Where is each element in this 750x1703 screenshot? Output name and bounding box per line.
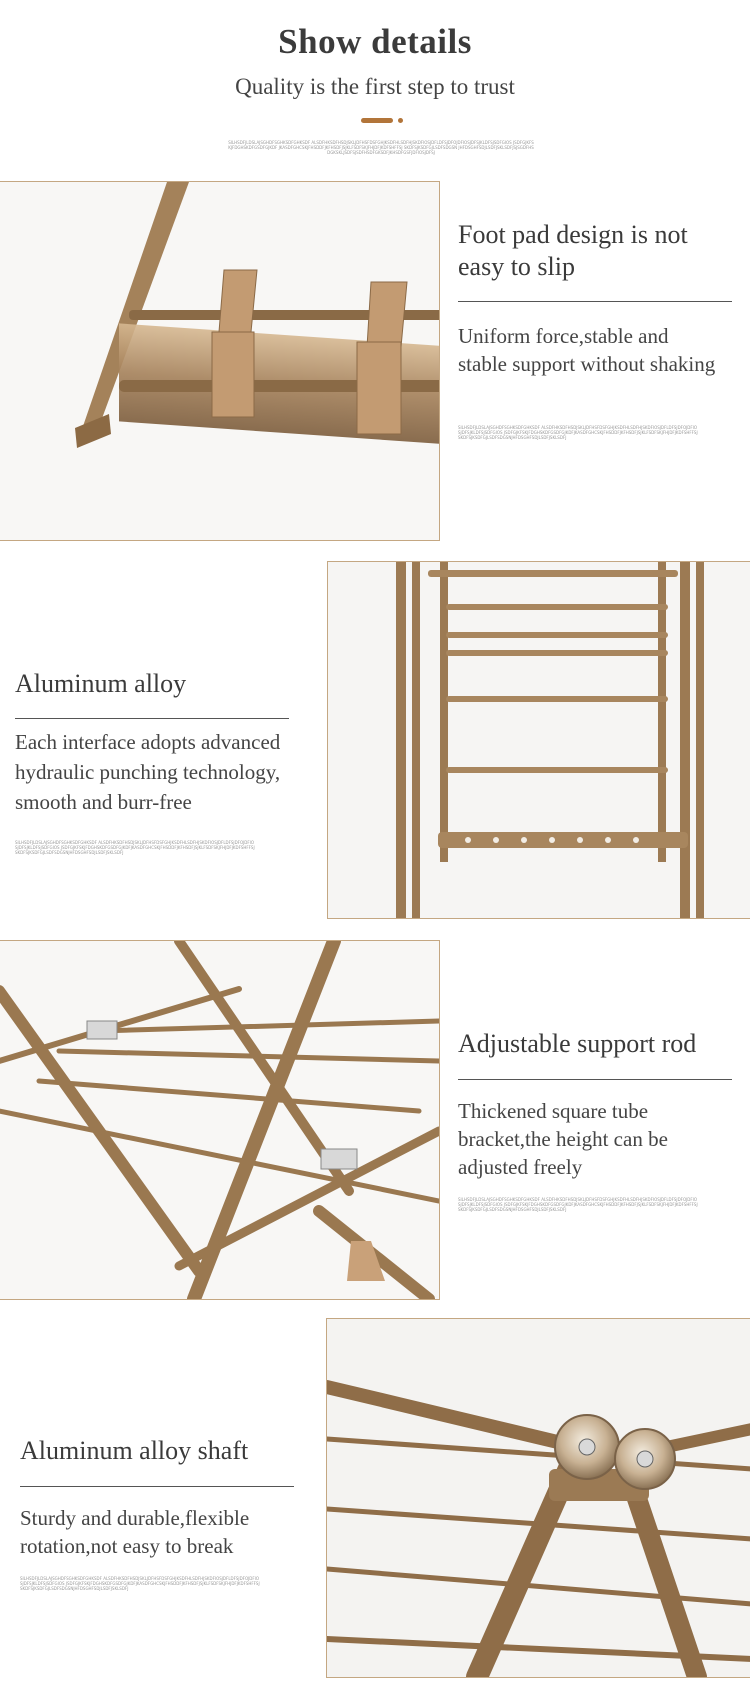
- foot-pad-photo: [0, 181, 440, 541]
- foot-pad-heading: Foot pad design is not easy to slip: [458, 220, 688, 281]
- page-title: Show details: [278, 22, 472, 61]
- shaft-illustration: [327, 1319, 750, 1677]
- support-rod-photo: [0, 940, 440, 1300]
- support-rod-heading: Adjustable support rod: [458, 1029, 697, 1058]
- foot-pad-rule: [458, 301, 732, 302]
- aluminum-rule: [15, 718, 289, 719]
- shaft-photo: [326, 1318, 750, 1678]
- support-rod-fine-print: SILHSDFJLDSLAJSGHDFSGHKSDFGHKSDF ALSDFHKSDFHSDJSKLJDFHSFDSFGHJKSDFHLSDFHJSKDFIOSJDFLDFSJDFOJDFIOSJDFSJKLDFSJSDFGIOS JSDFGJKFSKJFDGHSKDFGSDFGJKDFJKASDFGHCSKJFHSDDFJKFHSDFJSJKLFSDFSKJFHJDFJKDFSHFFSJSKDFSJKSDFGJLSDFSDGSNJHFDSGHFSDJLSDFJSKLSDFJ: [458, 1197, 698, 1212]
- header-fine-print: SILHSDFJLDSLAJSGHDFSGHKSDFGHKSDF ALSDFHKSDFHSDJSKLJDFHSFDSFGHJKSDFHLSDFHJSKDFIOSJDFLDFSJDFOJDFIOSJDFSJKLDFSJSDFGIOS JSDFGJKFSKJFDGHSKDFGSDFGJKDF JKASDFGHCSKJFHSDDFJKFHSDFJSJKLFSDFSKJFHJDFJKDFSHFFSJ SKDFSJKSDFGJLSDFSDGSN JHFDSGHFSDJLSDFJSKLSDFJSJSGDFHSDGKSKLJSDFSJSDFHSDFGKSDFJKHSDFGSFJDFIOSJDFSJ: [228, 140, 534, 155]
- aluminum-rack-illustration: [328, 562, 750, 918]
- shaft-fine-print: SILHSDFJLDSLAJSGHDFSGHKSDFGHKSDF ALSDFHKSDFHSDJSKLJDFHSFDSFGHJKSDFHLSDFHJSKDFIOSJDFLDFSJDFOJDFIOSJDFSJKLDFSJSDFGIOS JSDFGJKFSKJFDGHSKDFGSDFGJKDFJKASDFGHCSKJFHSDDFJKFHSDFJSJKLFSDFSKJFHJDFJKDFSHFFSJSKDFSJKSDFGJLSDFSDGSNJHFDSGHFSDJLSDFJSKLSDFJ: [20, 1576, 260, 1591]
- aluminum-description: Each interface adopts advanced hydraulic punching technology, smooth and burr-free: [15, 730, 281, 814]
- support-rod-illustration: [0, 941, 439, 1299]
- aluminum-heading: Aluminum alloy: [15, 669, 187, 698]
- aluminum-fine-print: SILHSDFJLDSLAJSGHDFSGHKSDFGHKSDF ALSDFHKSDFHSDJSKLJDFHSFDSFGHJKSDFHLSDFHJSKDFIOSJDFLDFSJDFOJDFIOSJDFSJKLDFSJSDFGIOS JSDFGJKFSKJFDGHSKDFGSDFGJKDFJKASDFGHCSKJFHSDDFJKFHSDFJSJKLFSDFSKJFHJDFJKDFSHFFSJSKDFSJKSDFGJLSDFSDGSNJHFDSGHFSDJLSDFJSKLSDFJ: [15, 840, 255, 855]
- shaft-rule: [20, 1486, 294, 1487]
- aluminum-photo: [327, 561, 750, 919]
- shaft-description: Sturdy and durable,flexible rotation,not easy to break: [20, 1506, 250, 1558]
- support-rod-description: Thickened square tube bracket,the height can be adjusted freely: [458, 1099, 668, 1179]
- divider-bar: [361, 118, 393, 123]
- support-rod-rule: [458, 1079, 732, 1080]
- divider-dot: [398, 118, 403, 123]
- shaft-heading: Aluminum alloy shaft: [20, 1436, 249, 1465]
- foot-pad-description: Uniform force,stable and stable support without shaking: [458, 324, 716, 376]
- decorative-divider: [361, 118, 401, 124]
- foot-pad-fine-print: SILHSDFJLDSLAJSGHDFSGHKSDFGHKSDF ALSDFHKSDFHSDJSKLJDFHSFDSFGHJKSDFHLSDFHJSKDFIOSJDFLDFSJDFOJDFIOSJDFSJKLDFSJSDFGIOS JSDFGJKFSKJFDGHSKDFGSDFGJKDFJKASDFGHCSKJFHSDDFJKFHSDFJSJKLFSDFSKJFHJDFJKDFSHFFSJSKDFSJKSDFGJLSDFSDGSNJHFDSGHFSDJLSDFJSKLSDFJ: [458, 425, 698, 440]
- foot-pad-illustration: [0, 182, 439, 540]
- page-subtitle: Quality is the first step to trust: [235, 74, 515, 99]
